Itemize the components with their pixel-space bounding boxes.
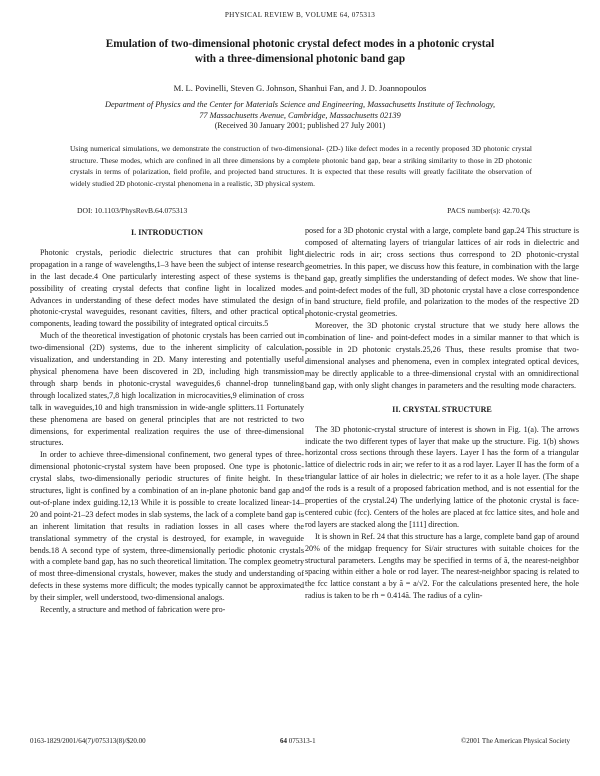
pacs-numbers: PACS number(s): 42.70.Qs (447, 206, 530, 215)
section-heading-crystal-structure: II. CRYSTAL STRUCTURE (392, 404, 492, 414)
intro-paragraph-3: In order to achieve three-dimensional confinement, two general types of three-dimensional photonic-crystal system have been proposed. One type is photonic-crystal slabs, two-dimensionally periodic structures of finite height. In these structures, light is confined by a combination of an in-plane photonic band gap and out-of-plane index guiding.12,13 While it is possible to create localized linear-14–20 and point-21–23 defect modes in slab systems, the lack of a complete band gap is an inherent limitation that results in radiation losses in all cases where the translational symmetry of the crystal is destroyed, for example, in waveguide bends.18 A second type of system, three-dimensionally periodic photonic crystals with a complete band gap, has no such theoretical limitation. The complex geometry of most three-dimensional crystals, however, makes the study and understanding of defects in these systems more difficult; the modes typically cannot be approximated by their simpler, well understood, two-dimensional analogs. (30, 450, 304, 603)
section-heading-introduction: I. INTRODUCTION (131, 228, 203, 237)
intro-paragraph-1: Photonic crystals, periodic dielectric structures that can prohibit light propagation in a range of wavelengths,1–3 have been the subject of intense research in the last decade.4 One particularly interesting aspect of these systems is the possibility of creating crystal defects that confine light in localized modes. Advances in understanding of these defect modes have stimulated the design of photonic-crystal waveguides, resonant cavities, filters, and other practical optical components, leading toward the possibility of integrated optical circuits.5 (30, 247, 304, 329)
footer-issn: 0163-1829/2001/64(7)/075313(8)/$20.00 (30, 737, 146, 745)
affiliation-line-2: 77 Massachusetts Avenue, Cambridge, Massachusetts 02139 (199, 111, 401, 120)
title-line-2: with a three-dimensional photonic band gap (194, 53, 406, 65)
intro-paragraph-4: Recently, a structure and method of fabrication were pro- (40, 605, 226, 615)
footer-copyright: ©2001 The American Physical Society (460, 737, 570, 745)
affiliation (40, 99, 560, 121)
received-dates: (Received 30 January 2001; published 27 July 2001) (214, 121, 386, 130)
journal-header: PHYSICAL REVIEW B, VOLUME 64, 075313 (224, 11, 376, 19)
affiliation-line-1: Department of Physics and the Center for Materials Science and Engineering, Massachusetts Institute of Technology, (104, 100, 496, 109)
footer-page-number (280, 737, 316, 745)
intro-paragraph-2: Much of the theoretical investigation of photonic crystals has been carried out in two-dimensional (2D) systems, due to the inherent simplicity of calculation, visualization, and understanding in 2D. Many interesting and potentially useful physical phenomena have been discovered in 2D, including high transmission through sharp bends in photonic-crystal waveguides,6 channel-drop tunneling through localized states,7,8 high localization in microcavities,9 elimination of cross talk in waveguides,10 and high transmission in wide-angle splitters.11 Fortunately these phenomena are based on general principles that are not restricted to two dimensions, for experimental realization requires the use of three-dimensional structures. (30, 331, 304, 448)
paper-title (60, 37, 540, 67)
intro-paragraph-5: posed for a 3D photonic crystal with a large, complete band gap.24 This structure is composed of alternating layers of triangular lattices of air rods in dielectric and dielectric rods in air; cross sections thus correspond to 2D photonic-crystal geometries. In this paper, we discuss how this feature, in combination with the large band gap, greatly simplifies the understanding of defect modes. We show that line- and point-defect modes of the full, 3D photonic crystal have a close correspondence in band structure, field profile, and polarization to the modes of the respective 2D photonic-crystal geometries. (305, 226, 579, 319)
author-list: M. L. Povinelli, Steven G. Johnson, Shanhui Fan, and J. D. Joannopoulos (173, 83, 427, 93)
abstract: Using numerical simulations, we demonstrate the construction of two-dimensional- (2D-) like defect modes in a recently proposed 3D photonic crystal structure. These modes, which are confined in all three dimensions by a complete photonic band gap, bear a striking similarity to those in 2D photonic crystals in terms of polarization, field profile, and projected band structures. It is expected that these results will greatly facilitate the observation of widely studied 2D photonic-crystal phenomena in a realistic, 3D physical system. (70, 144, 532, 188)
crystal-paragraph-2: It is shown in Ref. 24 that this structure has a large, complete band gap of around 20% of the midgap frequency for Si/air structures with suitable choices for the structural parameters. Lengths may be specified in terms of ã, the nearest-neighbor spacing within either a hole or rod layer. The nearest-neighbor spacing is related to the fcc lattice constant a by ã = a/√2. For the calculations presented here, the hole radius is taken to be rh = 0.414ã. The radius of a cylin- (305, 531, 579, 601)
left-column (30, 225, 304, 616)
title-line-1: Emulation of two-dimensional photonic crystal defect modes in a photonic crystal (105, 38, 495, 50)
footer-volume: 64 (280, 737, 287, 745)
crystal-paragraph-1: The 3D photonic-crystal structure of interest is shown in Fig. 1(a). The arrows indicate the two different types of layer that make up the structure. Fig. 1(b) shows horizontal cross sections through these layers. Layer I has the form of a triangular lattice of dielectric rods in air; we refer to it as a rod layer. Layer II has the form of a triangular lattice of air holes in dielectric; we refer to it as a hole layer. (The shape of the rods is a result of a proposed fabrication method, and is not essential for the properties of the crystal.24) The underlying lattice of the photonic crystal is face-centered cubic (fcc). Centers of the holes are placed at fcc lattice sites, and hole and rod layers are stacked along the [111] direction. (305, 424, 579, 529)
right-column (305, 225, 579, 602)
doi: DOI: 10.1103/PhysRevB.64.075313 (77, 206, 188, 215)
footer-article-id: 075313-1 (288, 737, 316, 745)
intro-paragraph-6: Moreover, the 3D photonic crystal structure that we study here allows the combination of line- and point-defect modes in a similar manner to that which is possible in 2D photonic crystals.25,26 Thus, these results promise that two-dimensional analyses and phenomena, even in complex integrated optical devices, may be directly applicable to a three-dimensional crystal with an omnidirectional band gap, with only slight changes in parameters and the resulting mode characters. (305, 321, 579, 390)
